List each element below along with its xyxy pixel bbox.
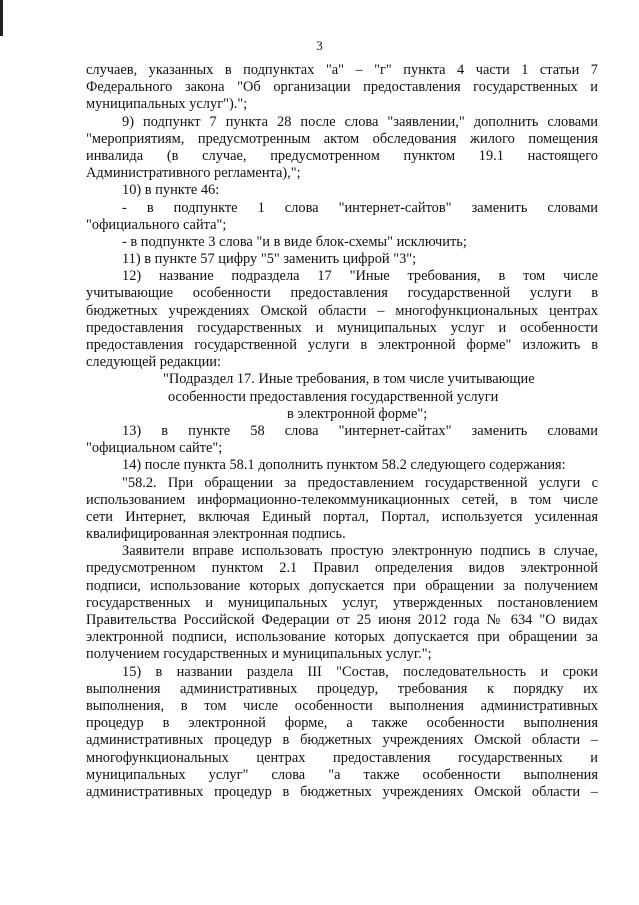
text-line: выполнения, в том числе особенности выполнения административных bbox=[86, 697, 598, 714]
text-line: предоставления государственных и муниципальных услуг и особенности bbox=[86, 319, 598, 336]
scan-edge-mark bbox=[0, 0, 3, 36]
text-line: в электронной форме"; bbox=[287, 405, 428, 422]
text-line: квалифицированная электронная подпись. bbox=[86, 526, 346, 543]
text-line: электронной подписи, использование которых допускается при обращении за bbox=[86, 629, 598, 646]
text-line: сети Интернет, включая Единый портал, Портал, используется усиленная bbox=[86, 508, 598, 525]
text-line: административных процедур в бюджетных учреждениях Омской области – bbox=[86, 783, 598, 800]
text-line: инвалида (в случае, предусмотренном пунктом 19.1 настоящего bbox=[86, 147, 598, 164]
text-line: 11) в пункте 57 цифру "5" заменить цифрой "3"; bbox=[122, 251, 417, 268]
text-line: 14) после пункта 58.1 дополнить пунктом 58.2 следующего содержания: bbox=[122, 457, 566, 474]
text-line: "официального сайта"; bbox=[86, 216, 227, 233]
text-line: - в подпункте 1 слова "интернет-сайтов" заменить словами bbox=[122, 199, 598, 216]
text-line: учитывающие особенности предоставления государственной услуги в bbox=[86, 285, 598, 302]
text-line: многофункциональных центрах предоставления государственных и bbox=[86, 749, 598, 766]
text-line: муниципальных услуг" слова "а также особенности выполнения bbox=[86, 766, 598, 783]
text-line: административных процедур в бюджетных учреждениях Омской области – bbox=[86, 732, 598, 749]
text-line: случаев, указанных в подпунктах "а" – "г" пункта 4 части 1 статьи 7 bbox=[86, 62, 598, 78]
text-line: "мероприятиям, предусмотренным актом обследования жилого помещения bbox=[86, 130, 598, 147]
text-line: муниципальных услуг")."; bbox=[86, 96, 248, 113]
text-line: "официальном сайте"; bbox=[86, 440, 223, 457]
text-line: "Подраздел 17. Иные требования, в том числе учитывающие bbox=[163, 371, 535, 388]
page-number: 3 bbox=[316, 38, 323, 53]
text-line: выполнения административных процедур, требования к порядку их bbox=[86, 680, 598, 697]
text-line: следующей редакции: bbox=[86, 354, 221, 371]
text-line: использованием информационно-телекоммуникационных сетей, в том числе bbox=[86, 491, 598, 508]
text-line: бюджетных учреждениях Омской области – многофункциональных центрах bbox=[86, 302, 598, 319]
text-line: 13) в пункте 58 слова "интернет-сайтах" заменить словами bbox=[122, 422, 598, 439]
text-line: Административного регламента),"; bbox=[86, 165, 301, 182]
text-line: получением государственных и муниципальных услуг."; bbox=[86, 646, 432, 663]
text-line: "58.2. При обращении за предоставлением государственной услуги с bbox=[122, 474, 598, 491]
text-line: подписи, использование которых допускается при обращении за получением bbox=[86, 577, 598, 594]
text-line: - в подпункте 3 слова "и в виде блок-схемы" исключить; bbox=[122, 233, 467, 250]
text-line: 10) в пункте 46: bbox=[122, 182, 220, 199]
text-line: 12) название подраздела 17 "Иные требования, в том числе bbox=[122, 268, 598, 285]
text-line: предусмотренном пунктом 2.1 Правил определения видов электронной bbox=[86, 560, 598, 577]
text-line: предоставления государственной услуги в электронной форме" изложить в bbox=[86, 337, 598, 353]
text-line: Федерального закона "Об организации предоставления государственных и bbox=[86, 79, 598, 96]
text-line: Заявители вправе использовать простую электронную подпись в случае, bbox=[122, 543, 598, 560]
text-line: процедур в электронной форме, а также особенности выполнения bbox=[86, 715, 598, 732]
text-line: 9) подпункт 7 пункта 28 после слова "заявлении," дополнить словами bbox=[122, 113, 598, 130]
text-line: 15) в названии раздела III "Состав, последовательность и сроки bbox=[122, 663, 598, 680]
text-line: Правительства Российской Федерации от 25 июня 2012 года № 634 "О видах bbox=[86, 612, 598, 628]
text-line: особенности предоставления государственной услуги bbox=[168, 388, 499, 405]
document-body bbox=[86, 62, 598, 801]
text-line: государственных и муниципальных услуг, утвержденных постановлением bbox=[86, 594, 598, 611]
